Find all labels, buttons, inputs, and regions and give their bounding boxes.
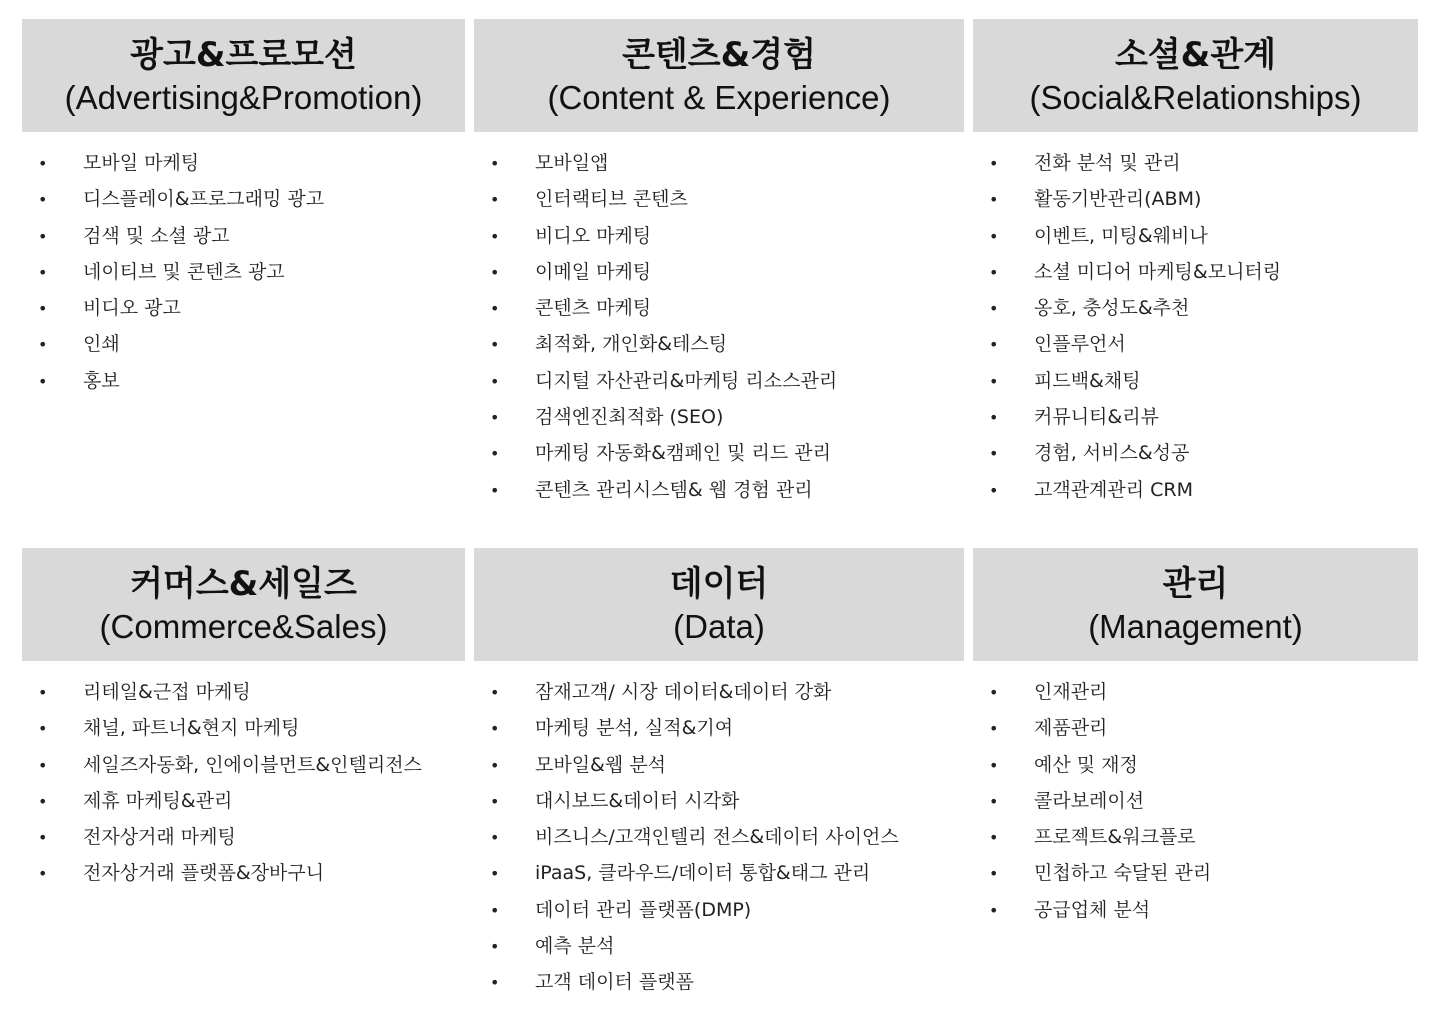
list-item-label: 민첩하고 숙달된 관리 xyxy=(1034,862,1212,885)
list-item xyxy=(22,826,465,862)
list-item-label: 이메일 마케팅 xyxy=(535,260,652,283)
list-item xyxy=(22,790,465,826)
bullet-icon: • xyxy=(38,299,48,319)
list-item xyxy=(474,681,964,717)
panel-title: 커머스&세일즈 xyxy=(130,564,357,604)
list-item-label: 콘텐츠 관리시스템& 웹 경험 관리 xyxy=(535,478,813,501)
list-item-label: 잠재고객/ 시장 데이터&데이터 강화 xyxy=(535,681,832,703)
panel-subtitle: (Data) xyxy=(673,608,765,645)
panel-data xyxy=(474,548,964,1026)
list-item-label: 예산 및 재정 xyxy=(1034,753,1138,776)
list-item-label: 홍보 xyxy=(83,369,120,392)
list-item xyxy=(474,370,964,406)
bullet-icon: • xyxy=(989,226,999,246)
list-item-label: 세일즈자동화, 인에이블먼트&인텔리전스 xyxy=(83,753,422,776)
list-item xyxy=(973,681,1418,717)
list-item-label: 검색 및 소셜 광고 xyxy=(83,224,230,247)
list-item-label: 모바일&웹 분석 xyxy=(535,753,666,776)
bullet-icon: • xyxy=(38,335,48,355)
list-item xyxy=(973,261,1418,297)
bullet-icon: • xyxy=(490,226,500,246)
list-item xyxy=(22,297,465,333)
bullet-icon: • xyxy=(38,755,48,775)
bullet-icon: • xyxy=(490,480,500,500)
list-item-label: 데이터 관리 플랫폼(DMP) xyxy=(535,898,752,921)
list-item xyxy=(474,717,964,753)
list-item-label: 네이티브 및 콘텐츠 광고 xyxy=(83,260,285,283)
bullet-icon: • xyxy=(989,262,999,282)
list-item xyxy=(22,152,465,188)
list-item-label: 최적화, 개인화&테스팅 xyxy=(535,333,728,356)
list-item-label: 콘텐츠 마케팅 xyxy=(535,297,652,320)
bullet-icon: • xyxy=(989,900,999,920)
bullet-icon: • xyxy=(38,154,48,173)
list-item xyxy=(474,442,964,478)
list-item xyxy=(973,862,1418,898)
list-item-label: 공급업체 분석 xyxy=(1034,898,1151,921)
bullet-icon: • xyxy=(38,719,48,739)
list-item-label: 인플루언서 xyxy=(1034,333,1126,356)
bullet-icon: • xyxy=(38,226,48,246)
list-item-label: 비디오 광고 xyxy=(83,297,181,320)
list-item xyxy=(973,826,1418,862)
bullet-icon: • xyxy=(38,828,48,848)
list-item xyxy=(474,790,964,826)
list-item-label: 전화 분석 및 관리 xyxy=(1034,152,1181,174)
list-item-label: 마케팅 자동화&캠페인 및 리드 관리 xyxy=(535,442,831,465)
bullet-icon: • xyxy=(490,154,500,173)
bullet-icon: • xyxy=(38,371,48,391)
bullet-icon: • xyxy=(490,973,500,993)
bullet-icon: • xyxy=(490,828,500,848)
list-item xyxy=(474,826,964,862)
bullet-icon: • xyxy=(989,683,999,702)
list-item xyxy=(973,188,1418,224)
list-item-label: 디지털 자산관리&마케팅 리소스관리 xyxy=(535,369,838,392)
list-item-label: 전자상거래 마케팅 xyxy=(83,826,236,849)
list-item-label: iPaaS, 클라우드/데이터 통합&태그 관리 xyxy=(535,862,871,885)
list-item-label: 커뮤니티&리뷰 xyxy=(1034,406,1159,429)
item-list xyxy=(474,132,964,515)
list-item xyxy=(474,333,964,369)
list-item xyxy=(474,935,964,971)
panel-subtitle: (Advertising&Promotion) xyxy=(64,79,423,116)
bullet-icon: • xyxy=(490,719,500,739)
list-item xyxy=(973,899,1418,935)
list-item xyxy=(973,297,1418,333)
list-item-label: 고객 데이터 플랫폼 xyxy=(535,971,694,994)
panel-subtitle: (Content & Experience) xyxy=(547,79,891,116)
panel-header xyxy=(22,19,465,132)
list-item-label: 마케팅 분석, 실적&기여 xyxy=(535,717,734,740)
list-item-label: 비디오 마케팅 xyxy=(535,224,652,247)
list-item xyxy=(973,754,1418,790)
bullet-icon: • xyxy=(989,299,999,319)
list-item xyxy=(474,188,964,224)
bullet-icon: • xyxy=(989,719,999,739)
panel-header xyxy=(474,19,964,132)
panel-title: 콘텐츠&경험 xyxy=(622,35,816,75)
bullet-icon: • xyxy=(490,937,500,957)
item-list xyxy=(22,661,465,899)
panel-header xyxy=(973,19,1418,132)
panel-header xyxy=(22,548,465,661)
list-item-label: 제휴 마케팅&관리 xyxy=(83,789,233,812)
panel-subtitle: (Management) xyxy=(1088,608,1303,645)
list-item xyxy=(973,370,1418,406)
list-item-label: 활동기반관리(ABM) xyxy=(1034,188,1202,211)
list-item-label: 고객관계관리 CRM xyxy=(1034,478,1194,501)
bullet-icon: • xyxy=(989,335,999,355)
list-item-label: 채널, 파트너&현지 마케팅 xyxy=(83,717,300,740)
item-list xyxy=(22,132,465,406)
list-item xyxy=(474,479,964,515)
list-item xyxy=(474,225,964,261)
panel-header xyxy=(973,548,1418,661)
panel-content-experience xyxy=(474,19,964,531)
bullet-icon: • xyxy=(490,755,500,775)
panel-title: 광고&프로모션 xyxy=(130,35,357,75)
list-item-label: 전자상거래 플랫폼&장바구니 xyxy=(83,862,325,885)
panel-title: 관리 xyxy=(1162,564,1229,604)
panel-subtitle: (Commerce&Sales) xyxy=(99,608,388,645)
list-item xyxy=(22,681,465,717)
list-item xyxy=(22,370,465,406)
bullet-icon: • xyxy=(490,371,500,391)
list-item-label: 이벤트, 미팅&웨비나 xyxy=(1034,224,1208,247)
list-item-label: 경험, 서비스&성공 xyxy=(1034,442,1190,465)
list-item xyxy=(22,717,465,753)
list-item xyxy=(22,754,465,790)
bullet-icon: • xyxy=(38,262,48,282)
list-item xyxy=(22,862,465,898)
list-item xyxy=(474,406,964,442)
bullet-icon: • xyxy=(38,683,48,702)
list-item-label: 인쇄 xyxy=(83,333,120,356)
panel-advertising-promotion xyxy=(22,19,465,531)
list-item xyxy=(22,225,465,261)
bullet-icon: • xyxy=(490,900,500,920)
list-item xyxy=(474,152,964,188)
bullet-icon: • xyxy=(989,371,999,391)
bullet-icon: • xyxy=(989,864,999,884)
bullet-icon: • xyxy=(490,299,500,319)
list-item xyxy=(973,225,1418,261)
list-item-label: 피드백&채팅 xyxy=(1034,369,1141,392)
bullet-icon: • xyxy=(989,755,999,775)
list-item xyxy=(474,971,964,1007)
list-item xyxy=(973,442,1418,478)
list-item-label: 콜라보레이션 xyxy=(1034,789,1145,812)
list-item-label: 제품관리 xyxy=(1034,717,1108,740)
bullet-icon: • xyxy=(38,864,48,884)
list-item xyxy=(973,717,1418,753)
item-list xyxy=(474,661,964,1008)
list-item-label: 모바일앱 xyxy=(535,152,609,174)
panel-header xyxy=(474,548,964,661)
bullet-icon: • xyxy=(38,791,48,811)
list-item xyxy=(474,754,964,790)
panel-commerce-sales xyxy=(22,548,465,1026)
list-item-label: 인재관리 xyxy=(1034,681,1108,703)
list-item xyxy=(22,188,465,224)
bullet-icon: • xyxy=(989,408,999,428)
bullet-icon: • xyxy=(38,190,48,210)
panel-title: 소셜&관계 xyxy=(1114,35,1277,75)
bullet-icon: • xyxy=(490,408,500,428)
bullet-icon: • xyxy=(989,154,999,173)
list-item xyxy=(474,297,964,333)
panel-social-relationships xyxy=(973,19,1418,531)
list-item xyxy=(474,899,964,935)
bullet-icon: • xyxy=(490,262,500,282)
panel-title: 데이터 xyxy=(669,564,769,604)
list-item xyxy=(973,406,1418,442)
list-item-label: 모바일 마케팅 xyxy=(83,152,200,174)
list-item xyxy=(22,261,465,297)
panel-management xyxy=(973,548,1418,1026)
list-item-label: 소셜 미디어 마케팅&모니터링 xyxy=(1034,260,1282,283)
bullet-icon: • xyxy=(490,190,500,210)
bullet-icon: • xyxy=(989,828,999,848)
bullet-icon: • xyxy=(989,791,999,811)
panel-subtitle: (Social&Relationships) xyxy=(1029,79,1362,116)
list-item-label: 리테일&근접 마케팅 xyxy=(83,681,251,703)
bullet-icon: • xyxy=(989,190,999,210)
bullet-icon: • xyxy=(490,683,500,702)
category-grid xyxy=(22,19,1418,1009)
list-item-label: 검색엔진최적화 (SEO) xyxy=(535,406,724,429)
list-item-label: 예측 분석 xyxy=(535,935,615,958)
list-item-label: 대시보드&데이터 시각화 xyxy=(535,789,740,812)
list-item-label: 프로젝트&워크플로 xyxy=(1034,826,1196,849)
bullet-icon: • xyxy=(490,864,500,884)
item-list xyxy=(973,661,1418,935)
list-item-label: 비즈니스/고객인텔리 전스&데이터 사이언스 xyxy=(535,826,899,849)
list-item-label: 디스플레이&프로그래밍 광고 xyxy=(83,188,325,211)
list-item xyxy=(474,261,964,297)
bullet-icon: • xyxy=(989,444,999,464)
bullet-icon: • xyxy=(490,791,500,811)
list-item xyxy=(973,790,1418,826)
bullet-icon: • xyxy=(989,480,999,500)
list-item xyxy=(973,333,1418,369)
list-item xyxy=(474,862,964,898)
item-list xyxy=(973,132,1418,515)
list-item xyxy=(973,152,1418,188)
list-item xyxy=(22,333,465,369)
bullet-icon: • xyxy=(490,335,500,355)
list-item-label: 인터랙티브 콘텐츠 xyxy=(535,188,688,211)
list-item xyxy=(973,479,1418,515)
list-item-label: 옹호, 충성도&추천 xyxy=(1034,297,1190,320)
bullet-icon: • xyxy=(490,444,500,464)
